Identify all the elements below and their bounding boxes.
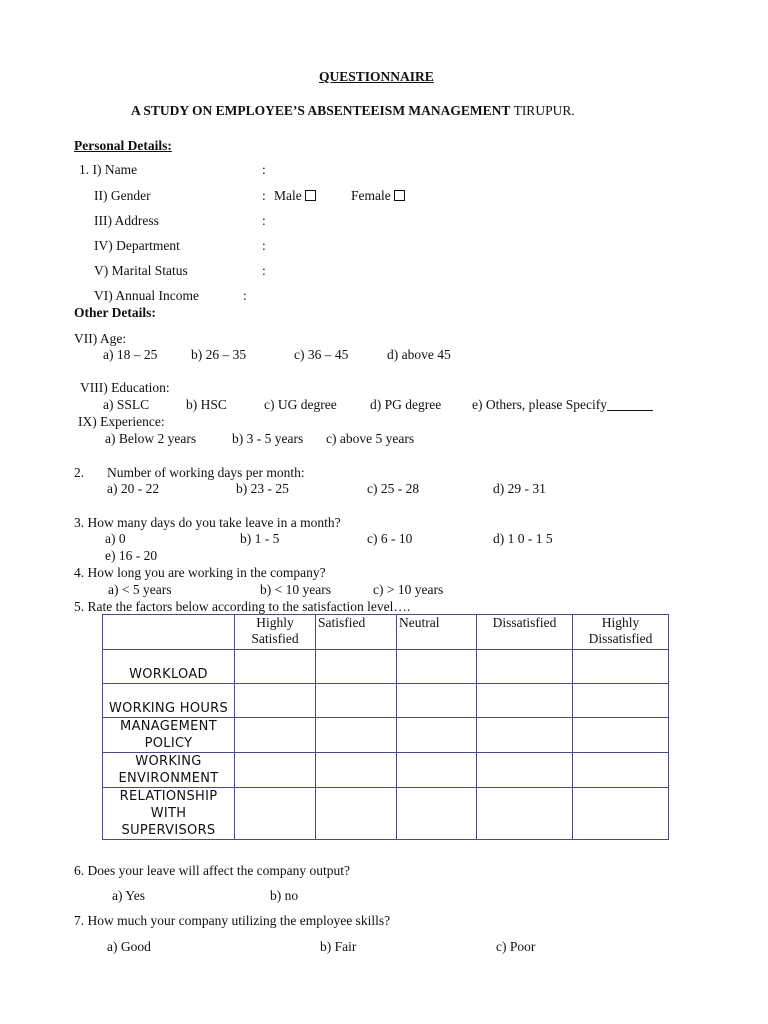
age-option-a[interactable]: a) 18 – 25 — [103, 347, 158, 362]
rating-cell[interactable] — [477, 753, 573, 788]
education-option-b[interactable]: b) HSC — [186, 397, 227, 412]
gender-male-option[interactable] — [274, 188, 316, 204]
personal-details-heading: Personal Details: — [74, 138, 172, 153]
q2-text: Number of working days per month: — [107, 465, 305, 480]
annual-income-colon: : — [243, 288, 247, 303]
rating-cell[interactable] — [477, 718, 573, 753]
female-checkbox[interactable] — [394, 190, 405, 201]
rating-cell[interactable] — [235, 650, 316, 684]
row-label-working-hours: WORKING HOURS — [103, 684, 235, 718]
rating-cell[interactable] — [397, 788, 477, 840]
q2-number: 2. — [74, 465, 85, 480]
table-header-row — [103, 615, 669, 650]
rating-cell[interactable] — [316, 753, 397, 788]
rating-cell[interactable] — [235, 684, 316, 718]
table-row — [103, 684, 669, 718]
rating-cell[interactable] — [477, 650, 573, 684]
gender-female-option[interactable] — [351, 188, 405, 204]
q6-text: 6. Does your leave will affect the company output? — [74, 863, 351, 878]
department-label: IV) Department — [94, 238, 180, 253]
age-option-d[interactable]: d) above 45 — [387, 347, 451, 362]
table-row — [103, 753, 669, 788]
q7-option-c[interactable]: c) Poor — [496, 939, 536, 954]
q3-option-b[interactable]: b) 1 - 5 — [240, 531, 280, 546]
address-colon: : — [262, 213, 266, 228]
satisfaction-table — [102, 614, 669, 840]
gender-male-label: Male — [274, 188, 302, 203]
specify-blank[interactable] — [607, 398, 653, 411]
rating-cell[interactable] — [316, 718, 397, 753]
rating-cell[interactable] — [397, 650, 477, 684]
rating-cell[interactable] — [316, 684, 397, 718]
experience-option-a[interactable]: a) Below 2 years — [105, 431, 197, 446]
rating-cell[interactable] — [573, 718, 669, 753]
rating-cell[interactable] — [235, 788, 316, 840]
age-label: VII) Age: — [74, 331, 127, 346]
table-row — [103, 650, 669, 684]
rating-cell[interactable] — [397, 684, 477, 718]
gender-colon: : — [262, 188, 266, 203]
q4-option-c[interactable]: c) > 10 years — [373, 582, 444, 597]
table-row — [103, 718, 669, 753]
page-title: QUESTIONNAIRE — [319, 69, 434, 84]
rating-cell[interactable] — [235, 718, 316, 753]
q3-option-e[interactable]: e) 16 - 20 — [105, 548, 158, 563]
column-header-neutral: Neutral — [397, 615, 477, 650]
row-label-working-environment: WORKING ENVIRONMENT — [103, 753, 235, 788]
column-header-highly-satisfied: Highly Satisfied — [235, 615, 316, 650]
age-option-b[interactable]: b) 26 – 35 — [191, 347, 247, 362]
q2-option-b[interactable]: b) 23 - 25 — [236, 481, 289, 496]
education-label: VIII) Education: — [80, 380, 170, 395]
experience-option-b[interactable]: b) 3 - 5 years — [232, 431, 304, 446]
q2-option-c[interactable]: c) 25 - 28 — [367, 481, 420, 496]
q7-option-b[interactable]: b) Fair — [320, 939, 357, 954]
address-label: III) Address — [94, 213, 159, 228]
q3-text: 3. How many days do you take leave in a month? — [74, 515, 341, 530]
rating-cell[interactable] — [477, 684, 573, 718]
table-row — [103, 788, 669, 840]
gender-label: II) Gender — [94, 188, 151, 203]
row-label-workload: WORKLOAD — [103, 650, 235, 684]
q2-option-d[interactable]: d) 29 - 31 — [493, 481, 546, 496]
subtitle — [131, 103, 575, 119]
q4-text: 4. How long you are working in the company? — [74, 565, 326, 580]
marital-status-colon: : — [262, 263, 266, 278]
table-corner-cell — [103, 615, 235, 650]
gender-female-label: Female — [351, 188, 391, 203]
q3-option-a[interactable]: a) 0 — [105, 531, 126, 546]
name-colon: : — [262, 162, 266, 177]
name-label: 1. I) Name — [79, 162, 138, 177]
rating-cell[interactable] — [573, 650, 669, 684]
column-header-dissatisfied: Dissatisfied — [477, 615, 573, 650]
education-option-d[interactable]: d) PG degree — [370, 397, 442, 412]
rating-cell[interactable] — [477, 788, 573, 840]
q5-text: 5. Rate the factors below according to the satisfaction level…. — [74, 599, 411, 614]
experience-option-c[interactable]: c) above 5 years — [326, 431, 415, 446]
rating-cell[interactable] — [316, 788, 397, 840]
q7-option-a[interactable]: a) Good — [107, 939, 151, 954]
rating-cell[interactable] — [397, 753, 477, 788]
age-option-c[interactable]: c) 36 – 45 — [294, 347, 349, 362]
education-option-e[interactable] — [472, 397, 653, 413]
rating-cell[interactable] — [235, 753, 316, 788]
marital-status-label: V) Marital Status — [94, 263, 188, 278]
row-label-management-policy: MANAGEMENT POLICY — [103, 718, 235, 753]
q2-option-a[interactable]: a) 20 - 22 — [107, 481, 160, 496]
q3-option-c[interactable]: c) 6 - 10 — [367, 531, 413, 546]
rating-cell[interactable] — [573, 684, 669, 718]
rating-cell[interactable] — [573, 753, 669, 788]
department-colon: : — [262, 238, 266, 253]
male-checkbox[interactable] — [305, 190, 316, 201]
experience-label: IX) Experience: — [78, 414, 165, 429]
education-option-e-label: e) Others, please Specify — [472, 397, 607, 412]
column-header-satisfied: Satisfied — [316, 615, 397, 650]
other-details-heading: Other Details: — [74, 305, 156, 320]
column-header-highly-dissatisfied: Highly Dissatisfied — [573, 615, 669, 650]
q7-text: 7. How much your company utilizing the employee skills? — [74, 913, 391, 928]
subtitle-bold: A STUDY ON EMPLOYEE’S ABSENTEEISM MANAGEMENT — [131, 103, 511, 118]
education-option-a[interactable]: a) SSLC — [103, 397, 150, 412]
q4-option-a[interactable]: a) < 5 years — [108, 582, 172, 597]
q3-option-d[interactable]: d) 1 0 - 1 5 — [493, 531, 553, 546]
row-label-relationship-with-supervisors: RELATIONSHIP WITH SUPERVISORS — [103, 788, 235, 840]
q6-option-a[interactable]: a) Yes — [112, 888, 146, 903]
education-option-c[interactable]: c) UG degree — [264, 397, 337, 412]
q6-option-b[interactable]: b) no — [270, 888, 299, 903]
q4-option-b[interactable]: b) < 10 years — [260, 582, 331, 597]
rating-cell[interactable] — [316, 650, 397, 684]
subtitle-place: TIRUPUR. — [510, 103, 575, 118]
rating-cell[interactable] — [397, 718, 477, 753]
rating-cell[interactable] — [573, 788, 669, 840]
annual-income-label: VI) Annual Income — [94, 288, 199, 303]
